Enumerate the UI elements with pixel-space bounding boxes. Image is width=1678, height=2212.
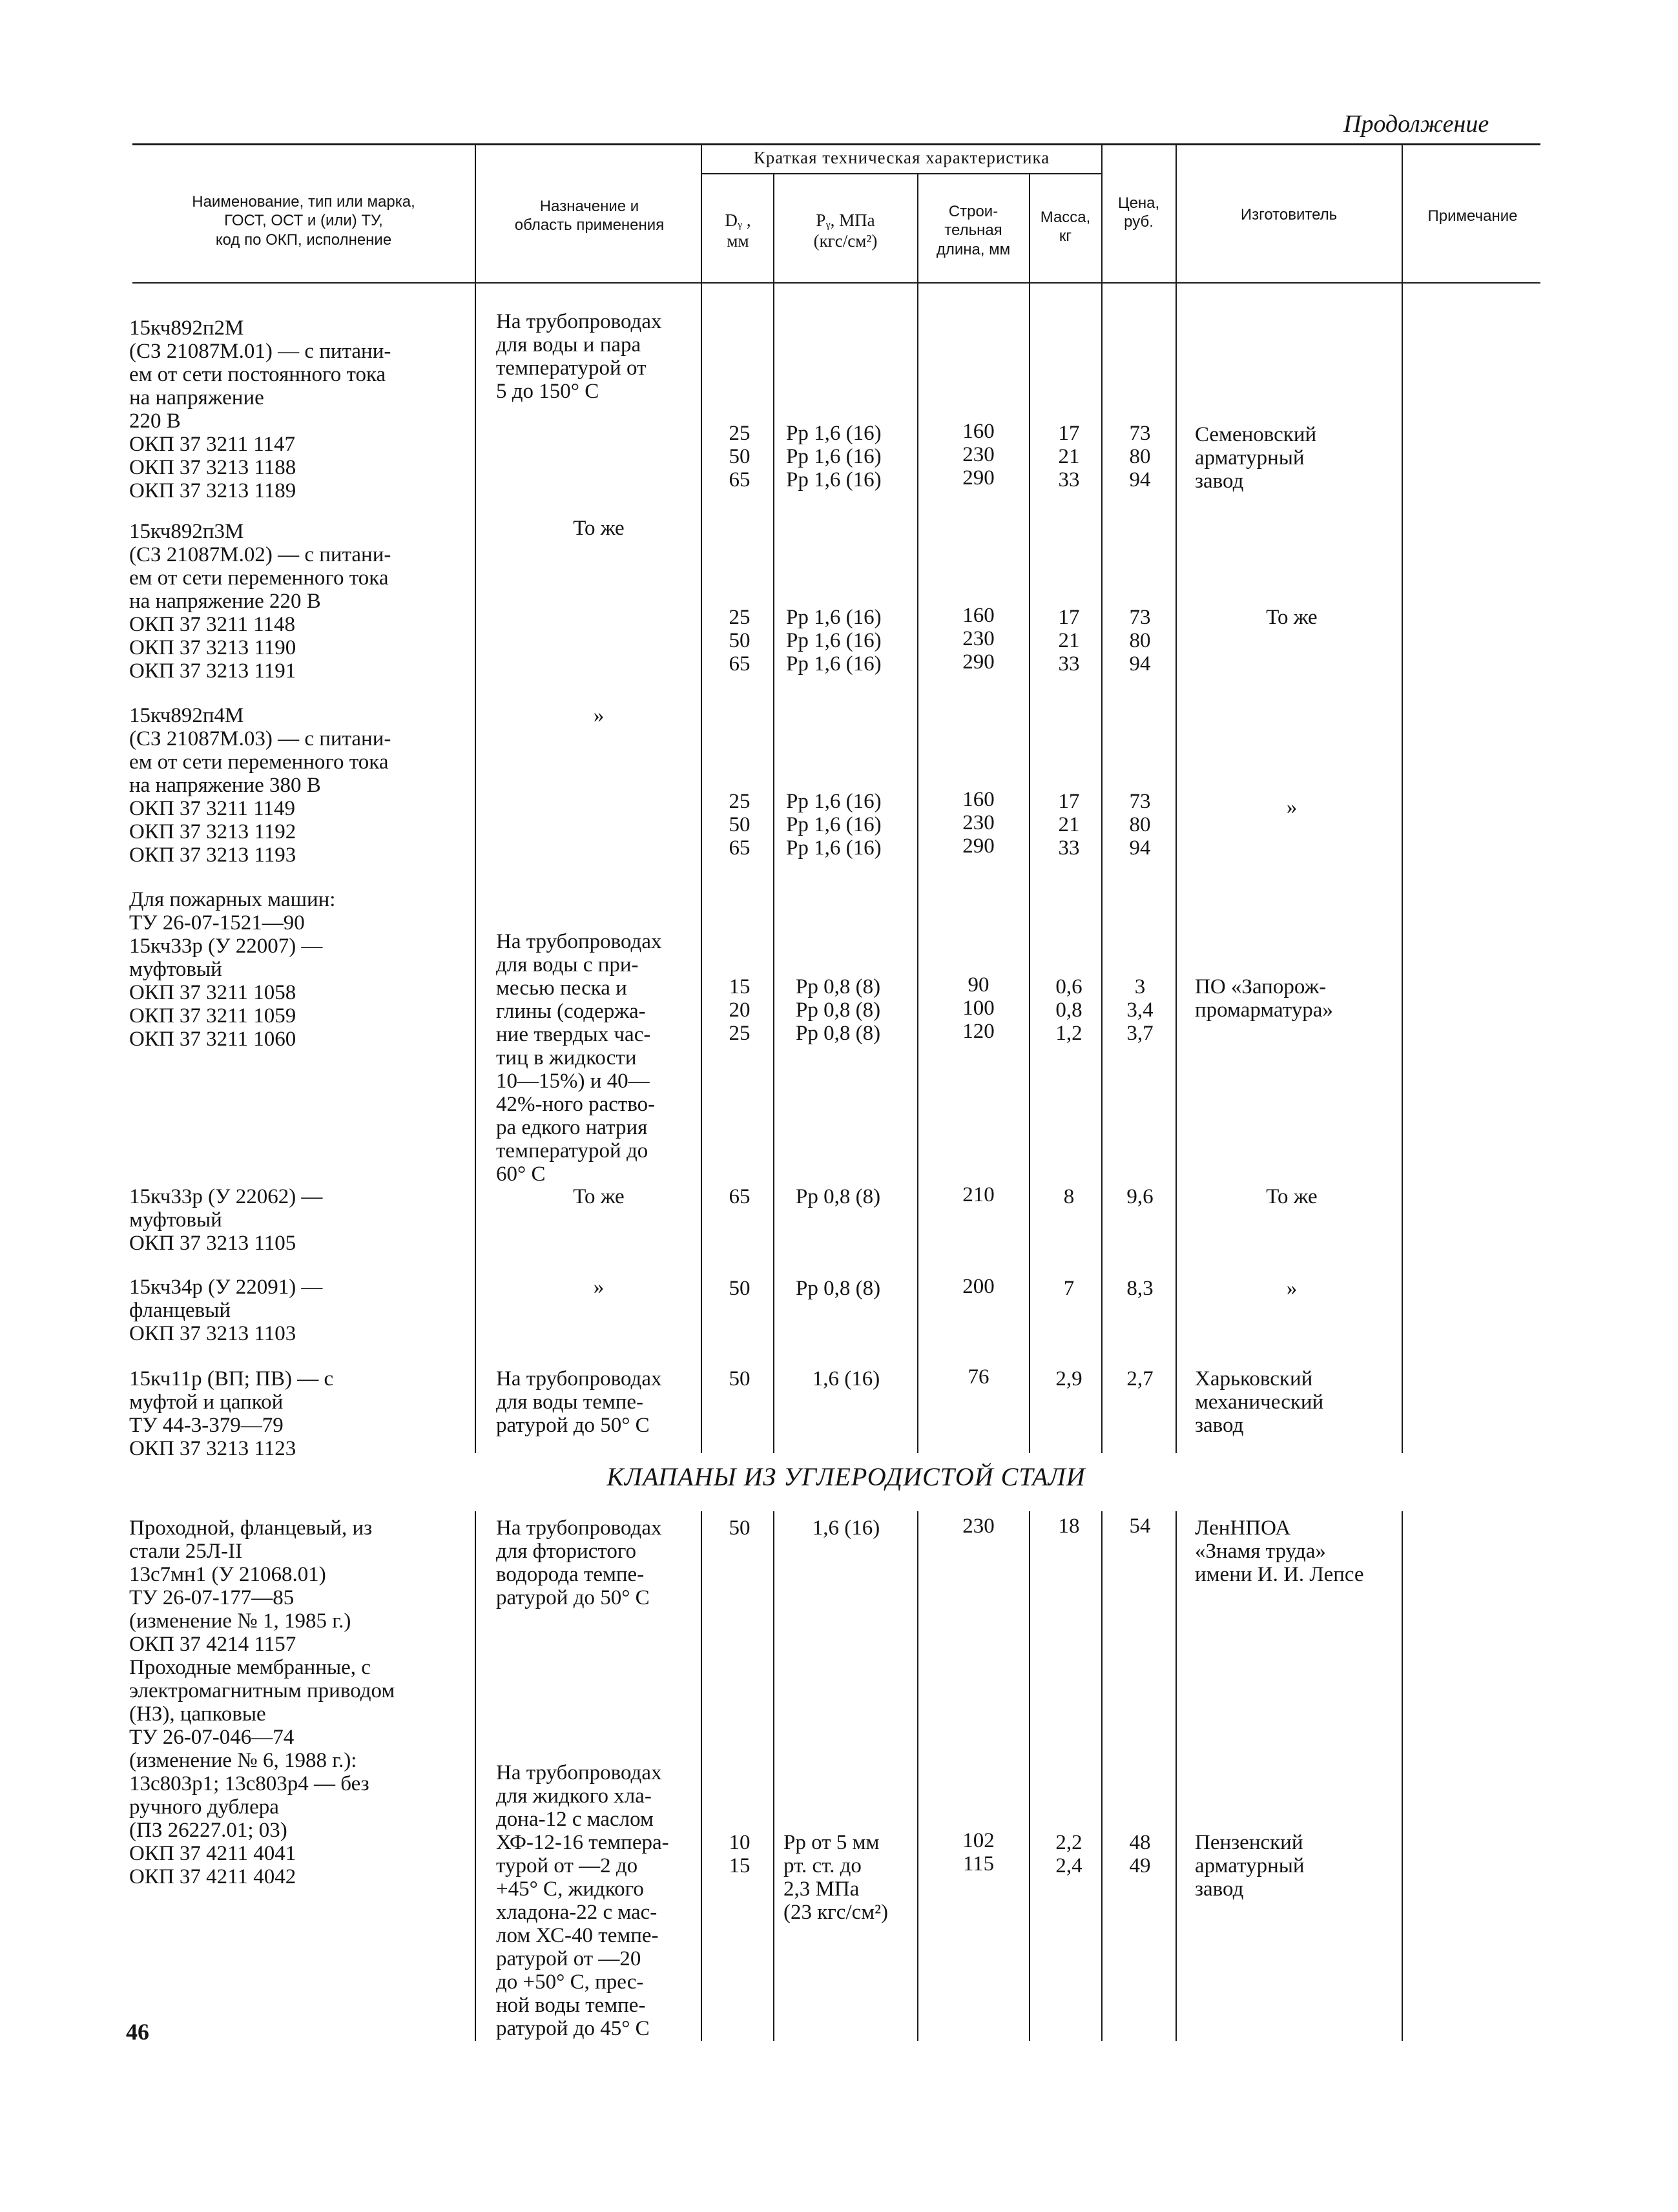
vline-header-1 <box>475 145 476 284</box>
row2-mass: 17 21 33 <box>1058 606 1080 676</box>
row8-py-1: 1,6 (16) <box>812 1516 880 1540</box>
continuation-label: Продолжение <box>1343 110 1489 138</box>
header-name: Наименование, тип или марка, ГОСТ, ОСТ и (или) ТУ, код по ОКП, исполнение <box>192 193 415 249</box>
row5-dy: 65 <box>729 1185 751 1208</box>
vline-body2-6 <box>1101 1511 1103 2041</box>
row2-purpose: То же <box>573 517 625 540</box>
row6-dy: 50 <box>729 1277 751 1300</box>
vline-body-7 <box>1176 284 1177 1453</box>
row1-length: 160 230 290 <box>962 420 995 490</box>
row8-dy-1: 50 <box>729 1516 751 1540</box>
row7-length: 76 <box>968 1365 989 1389</box>
vline-body-6 <box>1101 284 1103 1453</box>
vline-header-8 <box>1402 145 1403 284</box>
table-top-rule <box>132 143 1540 145</box>
row2-price: 73 80 94 <box>1129 606 1151 676</box>
row5-maker: То же <box>1266 1185 1318 1208</box>
row3-maker: » <box>1286 796 1298 819</box>
row4-name: Для пожарных машин: ТУ 26-07-1521—90 15кч33р (У 22007) — муфтовый ОКП 37 3211 1058 ОКП 37 3211 1059 ОКП 37 3211 1060 <box>129 888 336 1051</box>
row8-maker-2: Пензенский арматурный завод <box>1195 1831 1305 1901</box>
row7-name: 15кч11р (ВП; ПВ) — с муфтой и цапкой ТУ 44-3-379—79 ОКП 37 3213 1123 <box>129 1367 334 1460</box>
row1-maker: Семеновский арматурный завод <box>1195 423 1317 493</box>
row2-py: Рр 1,6 (16) Рр 1,6 (16) Рр 1,6 (16) <box>786 606 882 676</box>
row4-py: Рр 0,8 (8) Рр 0,8 (8) Рр 0,8 (8) <box>796 975 881 1045</box>
header-purpose: Назначение и область применения <box>514 198 665 234</box>
row8-maker-1: ЛенНПОА «Знамя труда» имени И. И. Лепсе <box>1195 1516 1364 1586</box>
tech-group-rule <box>701 173 1101 174</box>
row7-price: 2,7 <box>1126 1367 1154 1390</box>
row4-dy: 15 20 25 <box>729 975 751 1045</box>
vline-body-1 <box>475 284 476 1453</box>
header-maker: Изготовитель <box>1240 206 1338 223</box>
row1-py: Рр 1,6 (16) Рр 1,6 (16) Рр 1,6 (16) <box>786 422 882 491</box>
vline-body2-1 <box>475 1511 476 2041</box>
row6-py: Рр 0,8 (8) <box>796 1277 881 1300</box>
row8-mass-2: 2,2 2,4 <box>1055 1831 1082 1877</box>
row7-maker: Харьковский механический завод <box>1195 1367 1324 1437</box>
row7-py: 1,6 (16) <box>812 1367 880 1390</box>
row5-purpose: То же <box>573 1185 625 1208</box>
row8-length-2: 102 115 <box>962 1829 995 1876</box>
vline-body-4 <box>917 284 918 1453</box>
vline-body2-5 <box>1029 1511 1030 2041</box>
vline-body2-8 <box>1402 1511 1403 2041</box>
row3-name: 15кч892п4М (СЗ 21087М.03) — с питани- ем от сети переменного тока на напряжение 380 В ОКП 37 3211 1149 ОКП 37 3213 1192 ОКП 37 3213 1193 <box>129 704 391 867</box>
row8-purpose-1: На трубопроводах для фтористого водорода темпе- ратурой до 50° С <box>496 1516 662 1609</box>
row3-dy: 25 50 65 <box>729 790 751 860</box>
row8-length-1: 230 <box>962 1514 995 1538</box>
row2-name: 15кч892п3М (СЗ 21087М.02) — с питани- ем от сети переменного тока на напряжение 220 В ОКП 37 3211 1148 ОКП 37 3213 1190 ОКП 37 3213 1191 <box>129 520 391 683</box>
vline-header-4 <box>917 174 918 284</box>
row3-length: 160 230 290 <box>962 788 995 858</box>
row3-mass: 17 21 33 <box>1058 790 1080 860</box>
vline-header-6 <box>1101 145 1103 284</box>
row2-length: 160 230 290 <box>962 604 995 674</box>
row6-purpose: » <box>593 1276 605 1299</box>
row8-purpose-2: На трубопроводах для жидкого хла- дона-12 с маслом ХФ-12-16 темпера- турой от —2 до +45° С, жидкого хладона-22 с мас- лом ХС-40 темпе- ратурой от —20 до +50° С, прес- ной воды темпе- ратурой до 45° С <box>496 1761 669 2040</box>
row8-price-1: 54 <box>1129 1514 1151 1538</box>
row2-dy: 25 50 65 <box>729 606 751 676</box>
vline-header-2 <box>701 145 702 284</box>
header-tech-group: Краткая техническая характеристика <box>753 148 1050 167</box>
row7-mass: 2,9 <box>1055 1367 1082 1390</box>
row8-dy-2: 10 15 <box>729 1831 751 1877</box>
row6-mass: 7 <box>1063 1277 1075 1300</box>
row8-py-2: Рр от 5 мм рт. ст. до 2,3 МПа (23 кгс/см²) <box>783 1831 889 1924</box>
header-bottom-rule <box>132 282 1540 284</box>
row8-name: Проходной, фланцевый, из стали 25Л-II 13с7мн1 (У 21068.01) ТУ 26-07-177—85 (изменение № 1, 1985 г.) ОКП 37 4214 1157 Проходные мембранные, с электромагнитным приводом (НЗ), цапковые ТУ 26-07-046—74 (изменение № 6, 1988 г.): 13с803р1; 13с803р4 — без ручного дублера (ПЗ 26227.01; 03) ОКП 37 4211 4041 ОКП 37 4211 4042 <box>129 1516 395 1888</box>
header-price: Цена, руб. <box>1117 194 1160 231</box>
row1-price: 73 80 94 <box>1129 422 1151 491</box>
header-dy: Dᵧ , мм <box>725 211 751 251</box>
row4-length: 90 100 120 <box>962 973 995 1043</box>
row2-maker: То же <box>1266 606 1318 629</box>
row4-purpose: На трубопроводах для воды с при- месью песка и глины (содержа- ние твердых час- тиц в жидкости 10—15%) и 40— 42%-ного раство- ра едкого натрия температурой до 60° С <box>496 930 662 1186</box>
vline-header-3 <box>773 174 774 284</box>
row1-name: 15кч892п2М (СЗ 21087М.01) — с питани- ем от сети постоянного тока на напряжение 220 В ОКП 37 3211 1147 ОКП 37 3213 1188 ОКП 37 3213 1189 <box>129 316 391 502</box>
header-length: Строи- тельная длина, мм <box>936 203 1011 258</box>
row6-price: 8,3 <box>1126 1277 1154 1300</box>
row5-length: 210 <box>962 1183 995 1206</box>
row1-purpose: На трубопроводах для воды и пара температурой от 5 до 150° С <box>496 310 662 403</box>
row8-price-2: 48 49 <box>1129 1831 1151 1877</box>
row5-name: 15кч33р (У 22062) — муфтовый ОКП 37 3213 1105 <box>129 1185 323 1255</box>
row1-mass: 17 21 33 <box>1058 422 1080 491</box>
header-mass: Масса, кг <box>1040 209 1091 245</box>
page-number: 46 <box>126 2019 149 2045</box>
vline-body2-7 <box>1176 1511 1177 2041</box>
row4-mass: 0,6 0,8 1,2 <box>1055 975 1082 1045</box>
header-py: Pᵧ, МПа (кгс/см²) <box>813 211 878 251</box>
vline-body-3 <box>773 284 774 1453</box>
row4-price: 3 3,4 3,7 <box>1126 975 1154 1045</box>
row8-mass-1: 18 <box>1058 1514 1080 1538</box>
row6-name: 15кч34р (У 22091) — фланцевый ОКП 37 3213 1103 <box>129 1276 323 1345</box>
row3-price: 73 80 94 <box>1129 790 1151 860</box>
header-note: Примечание <box>1427 207 1518 225</box>
row6-length: 200 <box>962 1275 995 1298</box>
row7-purpose: На трубопроводах для воды темпе- ратурой до 50° С <box>496 1367 662 1437</box>
row5-price: 9,6 <box>1126 1185 1154 1208</box>
vline-header-7 <box>1176 145 1177 284</box>
row3-py: Рр 1,6 (16) Рр 1,6 (16) Рр 1,6 (16) <box>786 790 882 860</box>
row5-py: Рр 0,8 (8) <box>796 1185 881 1208</box>
row1-dy: 25 50 65 <box>729 422 751 491</box>
vline-header-5 <box>1029 174 1030 284</box>
row6-maker: » <box>1286 1277 1298 1300</box>
vline-body2-4 <box>917 1511 918 2041</box>
row5-mass: 8 <box>1063 1185 1075 1208</box>
row4-maker: ПО «Запорож- промарматура» <box>1195 975 1333 1022</box>
row7-dy: 50 <box>729 1367 751 1390</box>
row3-purpose: » <box>593 704 605 727</box>
section-title: КЛАПАНЫ ИЗ УГЛЕРОДИСТОЙ СТАЛИ <box>606 1462 1086 1491</box>
vline-body2-3 <box>773 1511 774 2041</box>
